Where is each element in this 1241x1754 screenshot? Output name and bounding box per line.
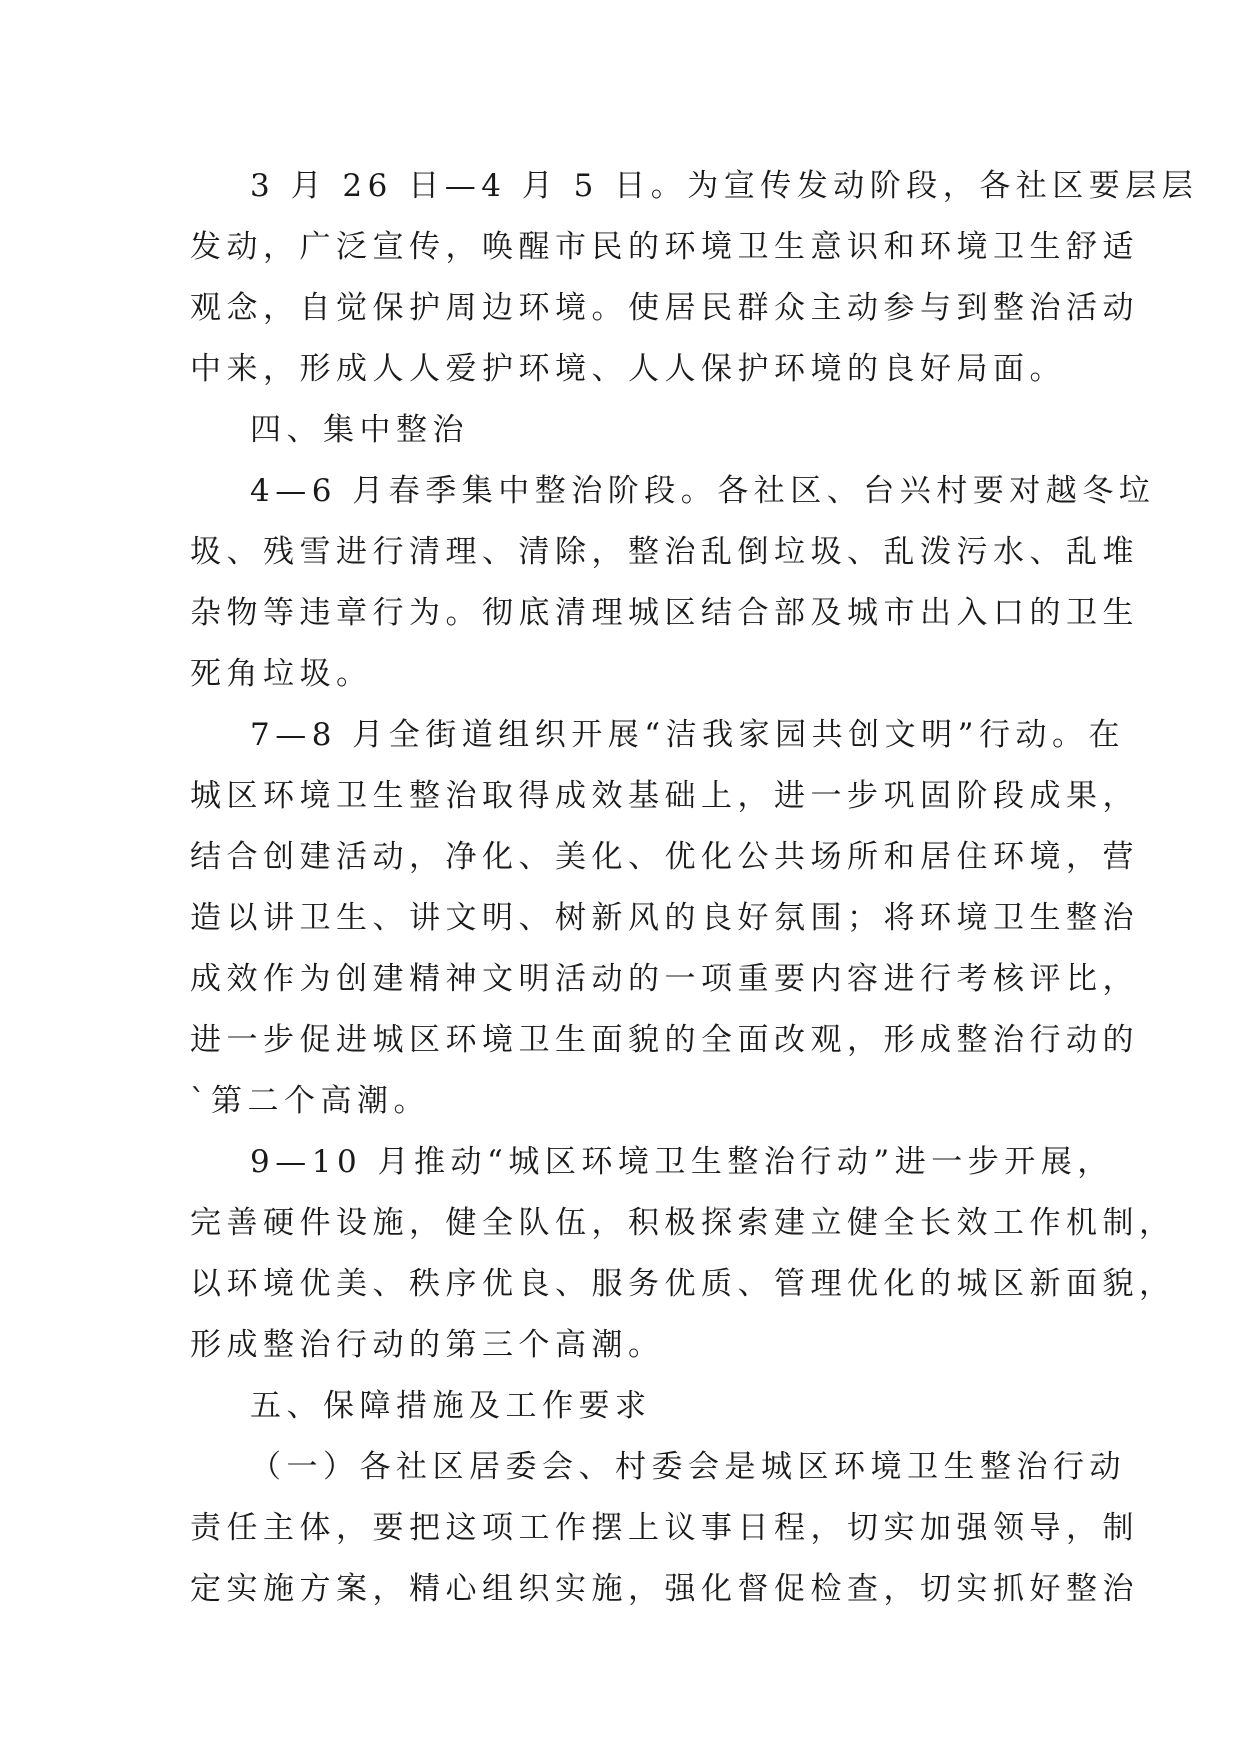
paragraph-line: 9—10 月推动“城区环境卫生整治行动”进一步开展， — [250, 1144, 1114, 1180]
paragraph-line: 观念，自觉保护周边环境。使居民群众主动参与到整治活动 — [190, 290, 1139, 326]
section-heading: 四、集中整治 — [250, 412, 469, 448]
paragraph-line: 以环境优美、秩序优良、服务优质、管理优化的城区新面貌， — [190, 1266, 1176, 1302]
paragraph-line: 形成整治行动的第三个高潮。 — [190, 1327, 665, 1363]
paragraph-line: 城区环境卫生整治取得成效基础上，进一步巩固阶段成果， — [190, 778, 1139, 814]
paragraph-line: 圾、残雪进行清理、清除，整治乱倒垃圾、乱泼污水、乱堆 — [190, 534, 1139, 570]
paragraph-line: 中来，形成人人爱护环境、人人保护环境的良好局面。 — [190, 351, 1066, 387]
paragraph-line: 定实施方案，精心组织实施，强化督促检查，切实抓好整治 — [190, 1571, 1139, 1607]
paragraph-line: 发动，广泛宣传，唤醒市民的环境卫生意识和环境卫生舒适 — [190, 229, 1139, 265]
paragraph-line: 进一步促进城区环境卫生面貌的全面改观，形成整治行动的 — [190, 1022, 1139, 1058]
paragraph-line: 3 月 26 日—4 月 5 日。为宣传发动阶段，各社区要层层 — [250, 168, 1199, 204]
paragraph-line: （一）各社区居委会、村委会是城区环境卫生整治行动 — [250, 1449, 1126, 1485]
paragraph-line: 4—6 月春季集中整治阶段。各社区、台兴村要对越冬垃 — [250, 473, 1156, 509]
paragraph-line: `第二个高潮。 — [190, 1083, 430, 1119]
section-heading: 五、保障措施及工作要求 — [250, 1388, 652, 1424]
paragraph-line: 造以讲卫生、讲文明、树新风的良好氛围；将环境卫生整治 — [190, 900, 1139, 936]
paragraph-line: 成效作为创建精神文明活动的一项重要内容进行考核评比， — [190, 961, 1139, 997]
paragraph-line: 责任主体，要把这项工作摆上议事日程，切实加强领导，制 — [190, 1510, 1139, 1546]
document-page — [190, 156, 1199, 1620]
paragraph-line: 完善硬件设施，健全队伍，积极探索建立健全长效工作机制， — [190, 1205, 1176, 1241]
paragraph-line: 死角垃圾。 — [190, 656, 373, 692]
paragraph-line: 7—8 月全街道组织开展“洁我家园共创文明”行动。在 — [250, 717, 1125, 753]
paragraph-line: 结合创建活动，净化、美化、优化公共场所和居住环境，营 — [190, 839, 1139, 875]
paragraph-line: 杂物等违章行为。彻底清理城区结合部及城市出入口的卫生 — [190, 595, 1139, 631]
